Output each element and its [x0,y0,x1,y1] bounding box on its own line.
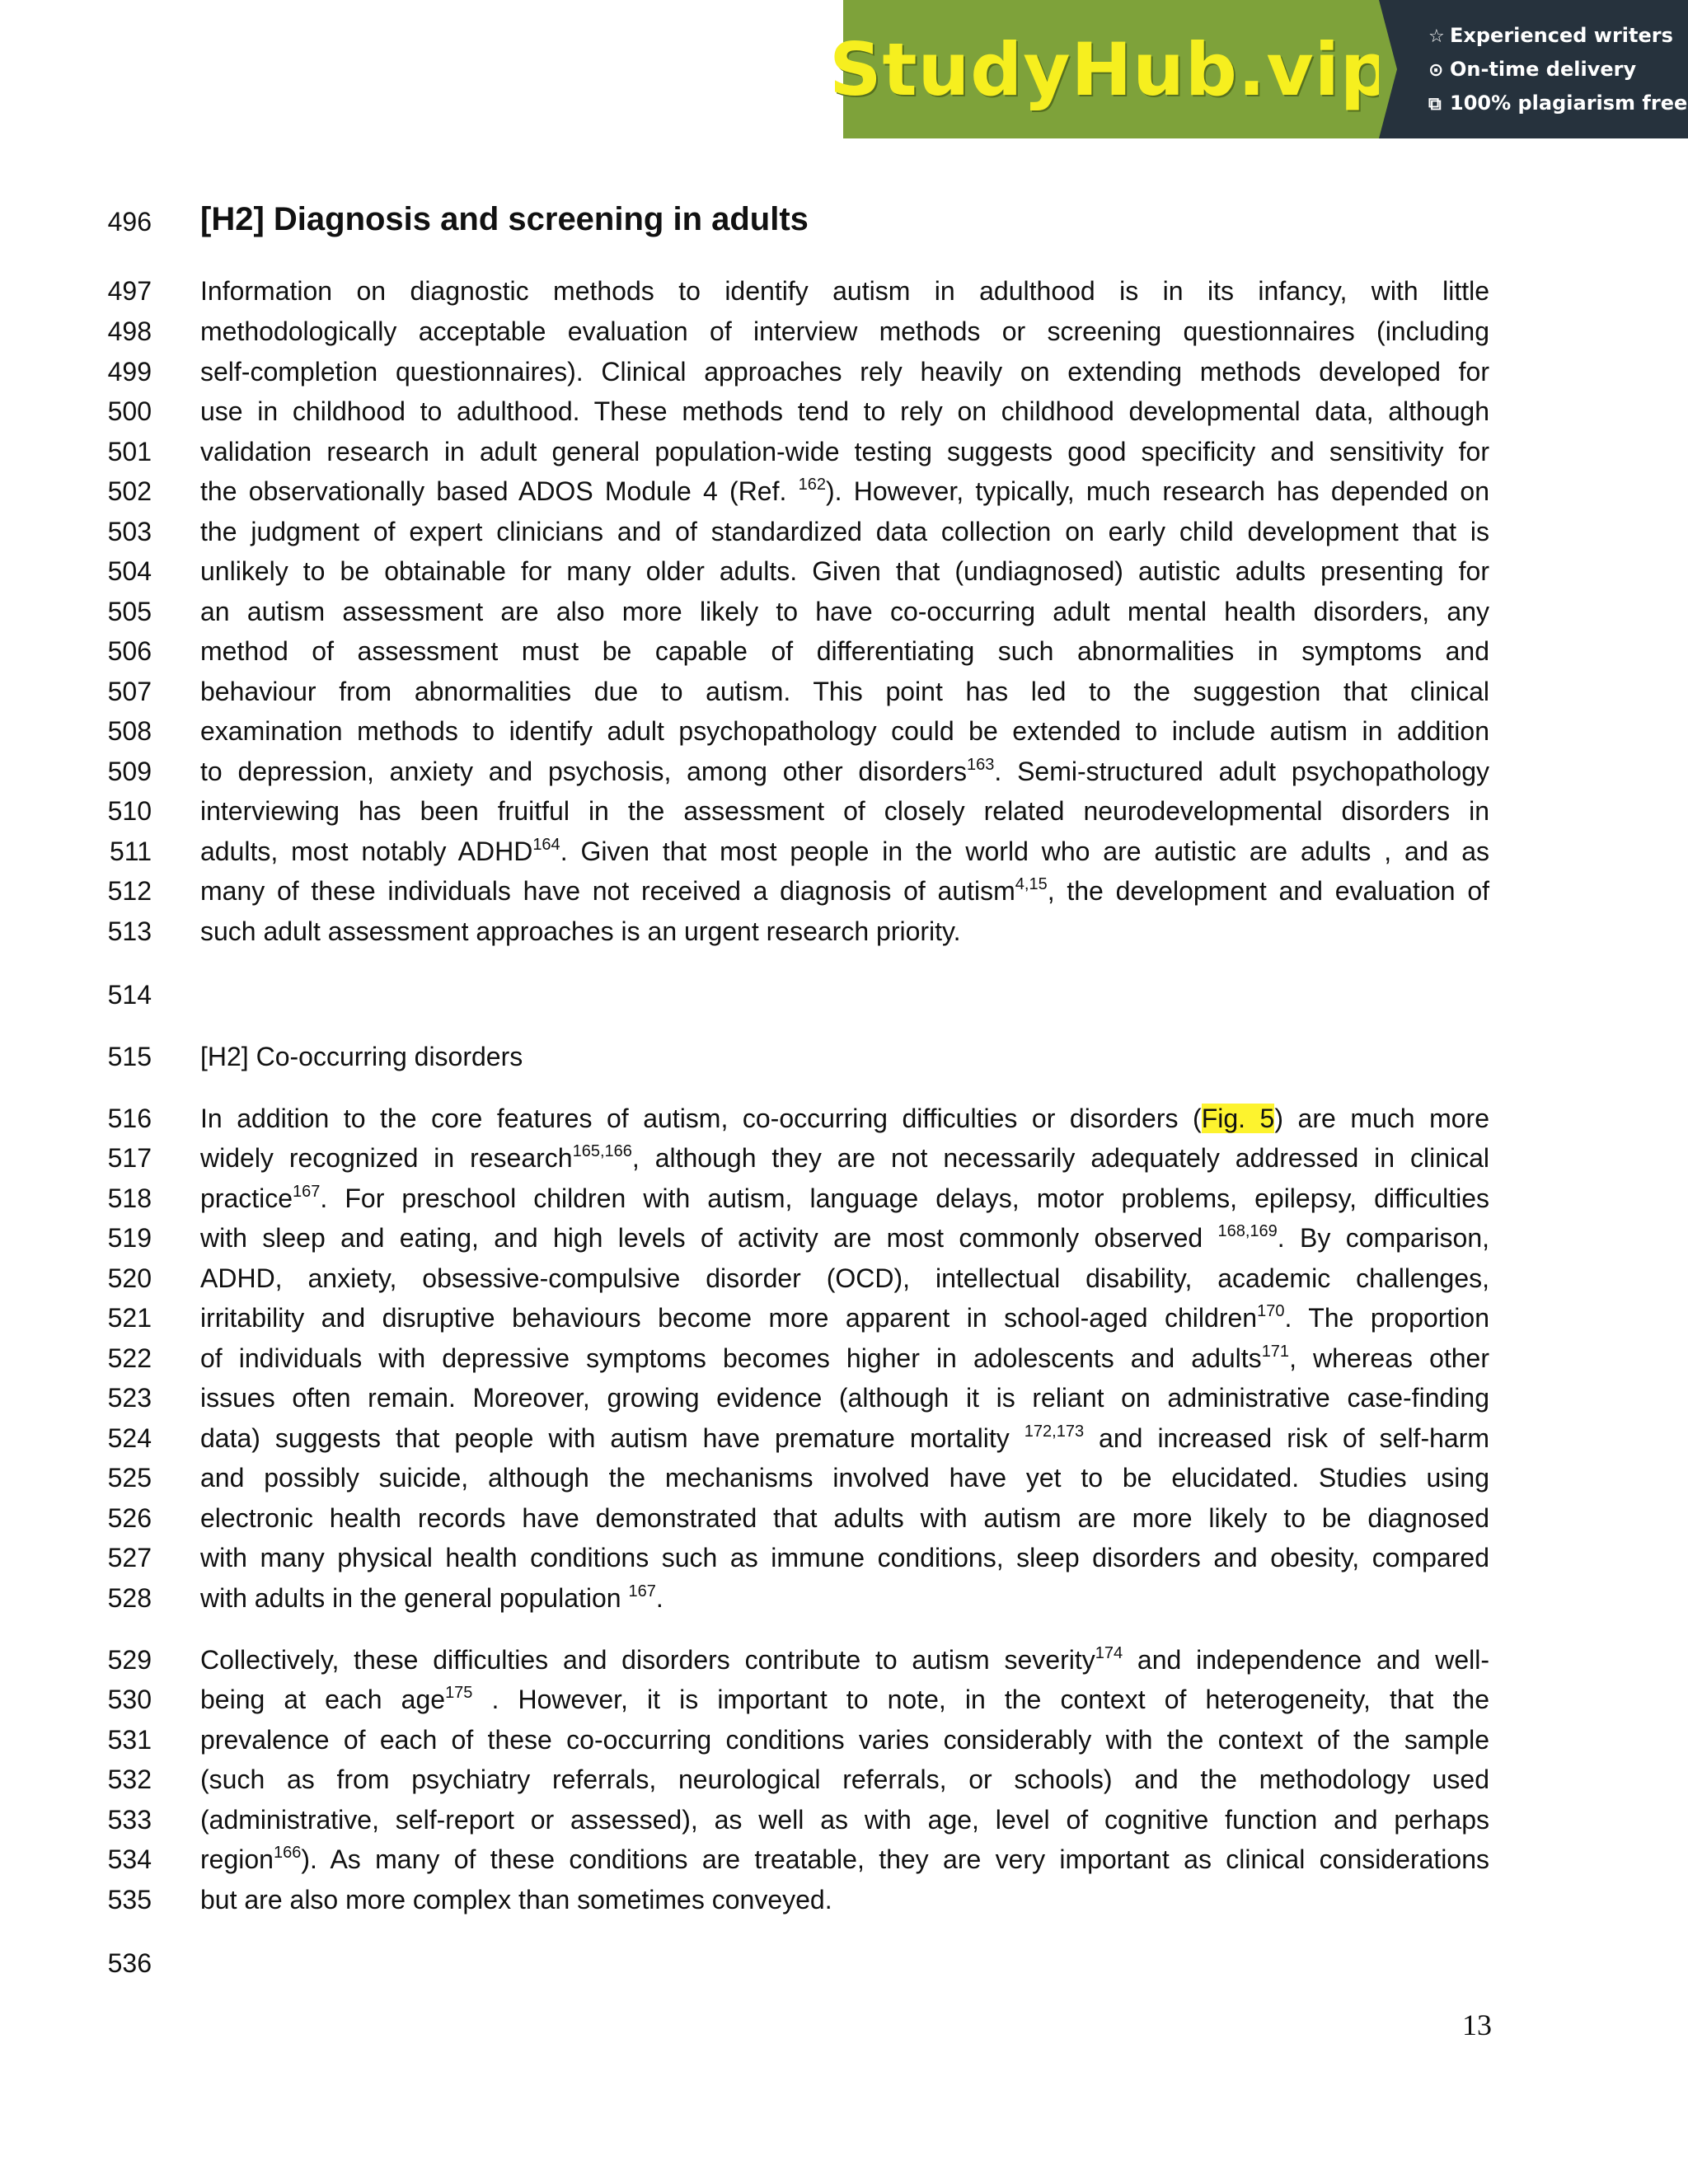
line-number: 503 [107,517,152,546]
line-number: 511 [109,837,152,866]
text-line: (administrative, self-report or assessed), as well as with age, level of cognitive function and perhaps [200,1805,1489,1835]
line-number: 518 [107,1183,152,1213]
line-number: 526 [107,1503,152,1533]
line-number: 535 [107,1885,152,1915]
line-number: 519 [107,1223,152,1253]
studyhub-logo[interactable] [829,0,1393,138]
line-number: 528 [107,1583,152,1613]
banner-features [1379,0,1688,138]
text-line: Information on diagnostic methods to identify autism in adulthood is in its infancy, with little [200,276,1489,306]
citation-ref: 162 [798,476,826,494]
line-number: 520 [107,1263,152,1293]
text-line: with adults in the general population $^{167}$. [200,1582,663,1613]
line-number: 497 [107,276,152,306]
line-number: 522 [107,1343,152,1373]
ad-banner[interactable] [829,0,1688,138]
citation-ref: 171 [1261,1343,1290,1361]
text-line: and possibly suicide, although the mechanisms involved have yet to be elucidated. Studies using [200,1463,1489,1493]
text-line: with many physical health conditions such as immune conditions, sleep disorders and obesity, compared [200,1543,1489,1572]
citation-ref: 163 [967,756,995,774]
text-line: examination methods to identify adult psychopathology could be extended to include autism in addition [200,716,1489,746]
figure-link-highlight[interactable]: Fig. 5 [1201,1104,1275,1133]
text-line: of individuals with depressive symptoms becomes higher in adolescents and adults$^{171}$, whereas other [200,1343,1490,1373]
text-line: unlikely to be obtainable for many older adults. Given that (undiagnosed) autistic adults presenting for [200,556,1489,586]
citation-ref: 165,166 [572,1142,632,1160]
line-number: 536 [107,1948,152,1978]
line-number: 527 [107,1543,152,1572]
line-number: 515 [107,1042,152,1071]
line-number: 498 [107,316,152,346]
line-number: 509 [107,757,152,786]
citation-ref: 4,15 [1015,875,1048,893]
text-line: (such as from psychiatry referrals, neurological referrals, or schools) and the methodology used [200,1765,1489,1794]
citation-ref: 174 [1095,1644,1123,1662]
line-number: 531 [107,1725,152,1755]
line-number: 512 [107,876,152,906]
copy-icon: ⧉ [1428,94,1442,115]
text-line: validation research in adult general population-wide testing suggests good specificity and sensitivity for [200,437,1489,466]
line-number: 524 [107,1423,152,1453]
feature-on-time-delivery [1428,57,1688,91]
section-heading-diagnosis: [H2] Diagnosis and screening in adults [200,201,809,237]
text-line: practice$^{167}$. For preschool children with autism, language delays, motor problems, epilepsy, difficulties [200,1183,1489,1213]
feature-label: On-time delivery [1450,58,1637,81]
line-number: 516 [107,1104,152,1133]
text-line: electronic health records have demonstrated that adults with autism are more likely to be diagnosed [200,1503,1489,1533]
line-number: 510 [107,796,152,826]
text-line: the judgment of expert clinicians and of standardized data collection on early child development that is [200,517,1489,546]
citation-ref: 167 [293,1183,321,1201]
line-number: 505 [107,597,152,626]
line-number: 506 [107,636,152,666]
line-number: 517 [107,1143,152,1173]
text-line: self-completion questionnaires). Clinical approaches rely heavily on extending methods developed for [200,357,1489,387]
text-line: the observationally based ADOS Module 4 (Ref. $^{162}$). However, typically, much research has depended on [200,476,1490,506]
text-line: being at each age$^{175}$ . However, it is important to note, in the context of heterogeneity, that the [200,1684,1490,1714]
text-line: widely recognized in research$^{165,166}$, although they are not necessarily adequately addressed in clinical [200,1142,1490,1173]
feature-experienced-writers [1428,23,1688,57]
line-number: 496 [107,207,152,237]
citation-ref: 164 [532,836,560,854]
line-number: 513 [107,916,152,946]
banner-arrow-decoration [1379,0,1397,138]
line-number: 502 [107,476,152,506]
line-number: 504 [107,556,152,586]
feature-label: Experienced writers [1450,24,1673,47]
section-heading-co-occurring: [H2] Co-occurring disorders [200,1042,523,1071]
text-line: methodologically acceptable evaluation of interview methods or screening questionnaires (including [200,316,1489,346]
line-number: 521 [107,1303,152,1333]
text-line: method of assessment must be capable of differentiating such abnormalities in symptoms and [200,636,1489,666]
citation-ref: 166 [273,1844,302,1862]
text-line: many of these individuals have not received a diagnosis of autism$^{4,15}$, the development and evaluation of [200,875,1490,906]
logo-text: StudyHub.vip [829,26,1393,112]
line-number: 500 [107,396,152,426]
text-line: data) suggests that people with autism have premature mortality $^{172,173}$ and increased risk of self-harm [200,1422,1490,1453]
line-number: 499 [107,357,152,387]
line-number: 514 [107,980,152,1010]
line-number: 532 [107,1765,152,1794]
text-line: region$^{166}$). As many of these conditions are treatable, they are very important as clinical considerations [200,1844,1489,1874]
line-number: 529 [107,1645,152,1675]
citation-ref: 170 [1257,1302,1285,1320]
star-icon: ☆ [1428,26,1445,47]
text-line: irritability and disruptive behaviours become more apparent in school-aged children$^{170}$. The proportion [200,1302,1490,1333]
line-number: 523 [107,1383,152,1413]
text-line: such adult assessment approaches is an urgent research priority. [200,916,961,946]
feature-plagiarism-free [1428,91,1688,124]
clock-icon: ⊙ [1428,60,1444,81]
citation-ref: 175 [445,1684,473,1702]
line-number: 533 [107,1805,152,1835]
text-line: with sleep and eating, and high levels of activity are most commonly observed $^{168,169}$. By comparison, [200,1222,1490,1253]
text-line: to depression, anxiety and psychosis, among other disorders$^{163}$. Semi-structured adult psychopathology [200,756,1490,786]
citation-ref: 168,169 [1217,1222,1278,1240]
line-number: 507 [107,677,152,706]
line-number: 501 [107,437,152,466]
citation-ref: 167 [628,1582,656,1601]
citation-ref: 172,173 [1024,1422,1085,1441]
text-line: In addition to the core features of autism, co-occurring difficulties or disorders (Fig. 5) are much more [200,1104,1490,1133]
line-number: 508 [107,716,152,746]
text-line: Collectively, these difficulties and disorders contribute to autism severity$^{174}$ and independence and well- [200,1644,1490,1675]
text-line: prevalence of each of these co-occurring conditions varies considerably with the context of the sample [200,1725,1489,1755]
text-line: but are also more complex than sometimes conveyed. [200,1885,832,1915]
text-line: interviewing has been fruitful in the assessment of closely related neurodevelopmental disorders in [200,796,1489,826]
feature-label: 100% plagiarism free [1450,91,1688,115]
text-line: behaviour from abnormalities due to autism. This point has led to the suggestion that clinical [200,677,1489,706]
line-number: 534 [107,1844,152,1874]
line-number: 530 [107,1685,152,1714]
text-line: adults, most notably ADHD$^{164}$. Given that most people in the world who are autistic are adults , and as [200,836,1490,866]
text-line: issues often remain. Moreover, growing evidence (although it is reliant on administrative case-finding [200,1383,1489,1413]
text-line: ADHD, anxiety, obsessive-compulsive disorder (OCD), intellectual disability, academic challenges, [200,1263,1489,1293]
text-line: an autism assessment are also more likely to have co-occurring adult mental health disorders, any [200,597,1489,626]
page-number: 13 [1462,2008,1492,2041]
text-line: use in childhood to adulthood. These methods tend to rely on childhood developmental data, although [200,396,1489,426]
line-number: 525 [107,1463,152,1493]
